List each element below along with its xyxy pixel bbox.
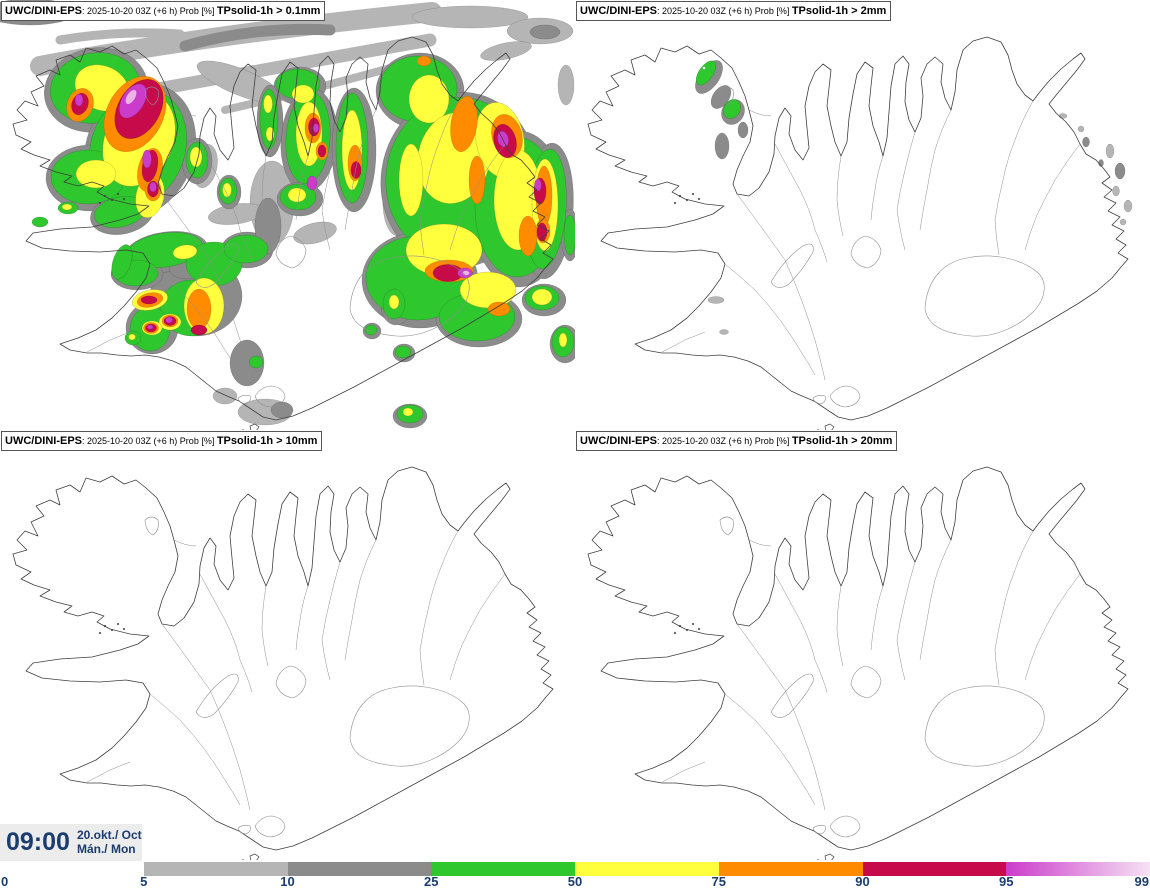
panel-prob-0_1mm <box>0 0 575 430</box>
run-info: : 2025-10-20 03Z (+6 h) Prob [%] <box>657 6 792 16</box>
legend-tick-label: 99 <box>1134 874 1149 889</box>
iceland-map <box>0 0 575 430</box>
clock-box <box>0 824 142 861</box>
panel-title <box>576 431 897 451</box>
legend-tick-labels <box>0 874 1150 891</box>
run-info: : 2025-10-20 03Z (+6 h) Prob [%] <box>82 436 217 446</box>
panel-title <box>576 1 891 21</box>
legend-tick-label: 5 <box>140 874 148 889</box>
panel-prob-20mm <box>575 430 1150 860</box>
legend-tick-label: 50 <box>567 874 583 889</box>
probability-field <box>690 56 1132 335</box>
panel-title <box>1 1 325 21</box>
legend-tick-label: 10 <box>280 874 295 889</box>
run-info: : 2025-10-20 03Z (+6 h) Prob [%] <box>82 6 217 16</box>
day-label: Mán./ Mon <box>76 841 136 856</box>
iceland-map <box>575 430 1150 860</box>
model-name: UWC/DINI-EPS <box>5 5 82 17</box>
date-label: 20.okt./ Oct <box>76 827 142 842</box>
legend-tick-label: 95 <box>999 874 1014 889</box>
model-name: UWC/DINI-EPS <box>5 435 82 447</box>
valid-time-label: 09:00 <box>6 828 70 856</box>
param-label: TPsolid-1h > 10mm <box>216 435 318 447</box>
panel-title <box>1 431 322 451</box>
panel-prob-10mm <box>0 430 575 860</box>
panel-prob-2mm <box>575 0 1150 430</box>
model-name: UWC/DINI-EPS <box>580 435 657 447</box>
iceland-map <box>575 0 1150 430</box>
model-name: UWC/DINI-EPS <box>580 5 657 17</box>
iceland-map <box>0 430 575 860</box>
param-label: TPsolid-1h > 0.1mm <box>216 5 321 17</box>
param-label: TPsolid-1h > 2mm <box>791 5 887 17</box>
legend-tick-label: 75 <box>711 874 726 889</box>
legend-tick-label: 90 <box>855 874 870 889</box>
legend-tick-label: 25 <box>424 874 439 889</box>
legend-tick-label: 0 <box>1 874 9 889</box>
probability-field <box>0 0 575 428</box>
run-info: : 2025-10-20 03Z (+6 h) Prob [%] <box>657 436 792 446</box>
param-label: TPsolid-1h > 20mm <box>791 435 893 447</box>
